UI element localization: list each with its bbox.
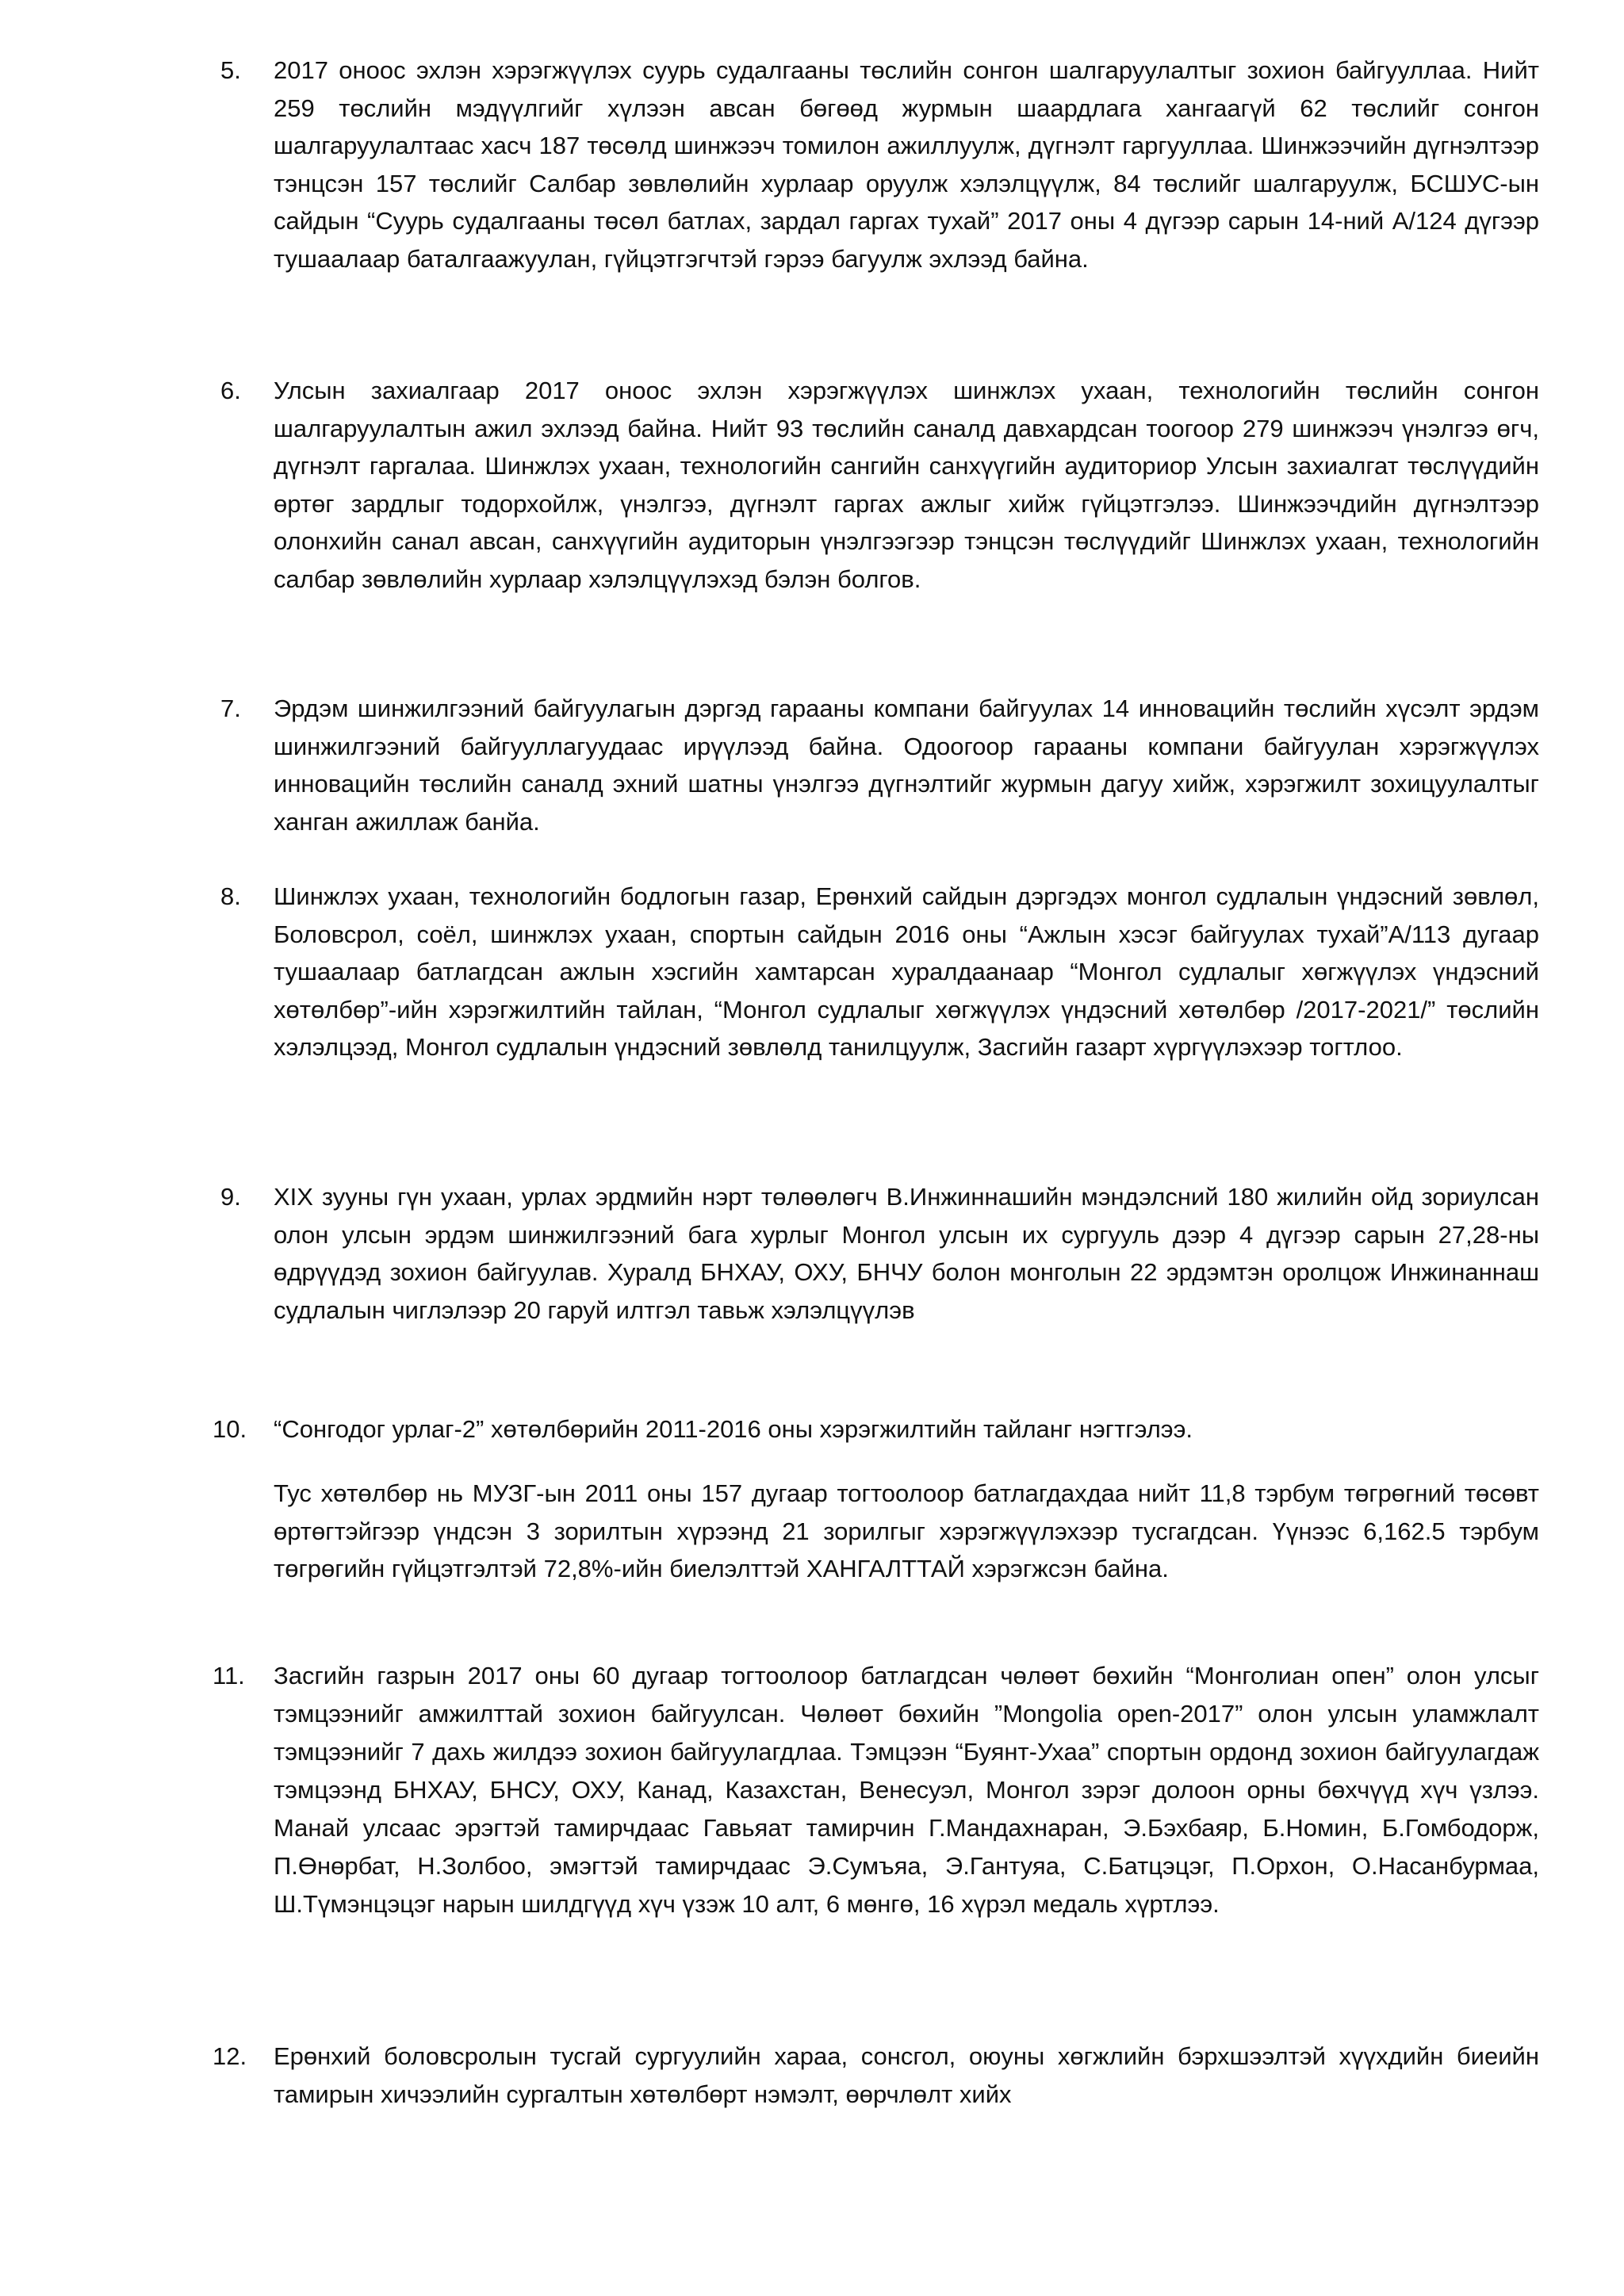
list-item-text: XIX зууны гүн ухаан, урлах эрдмийн нэрт төлөөлөгч В.Инжиннашийн мэндэлсний 180 жилийн ойд зориулсан олон улсын эрдэм шинжилгээний бага хурлыг Монгол улсын их сургууль дээр 4 дүгээр сарын 27,28-ны өдрүүдэд зохион байгуулав. Хуралд БНХАУ, ОХУ, БНЧУ болон монголын 22 эрдэмтэн оролцож Инжинаннаш судлалын чиглэлээр 20 гаруй илтгэл тавьж хэлэлцүүлэв [274, 1183, 1539, 1324]
list-item-text: Эрдэм шинжилгээний байгуулагын дэргэд гарааны компани байгуулах 14 инновацийн төслийн хүсэлт эрдэм шинжилгээний байгууллагуудаас ирүүлээд байна. Одоогоор гарааны компани байгуулан хэрэгжүүлэх инновацийн төслийн саналд эхний шатны үнэлгээ дүгнэлтийг журмын дагуу хийж, хэрэгжилт зохицуулалтыг ханган ажиллаж банйа. [274, 695, 1539, 836]
list-number: 12. [213, 2042, 247, 2070]
list-number: 5. [220, 56, 241, 84]
list-item-text: Засгийн газрын 2017 оны 60 дугаар тогтоолоор батлагдсан чөлөөт бөхийн “Монголиан опен” олон улсыг тэмцээнийг амжилттай зохион байгуулсан. Чөлөөт бөхийн ”Mongolia open-2017” олон улсын уламжлалт тэмцээнийг 7 дахь жилдээ зохион байгуулагдлаа. Тэмцээн “Буянт-Ухаа” спортын ордонд зохион байгуулагдаж тэмцээнд БНХАУ, БНСУ, ОХУ, Канад, Казахстан, Венесуэл, Монгол зэрэг долоон орны бөхчүүд хүч үзлээ. Манай улсаас эрэгтэй тамирчдаас Гавьяат тамирчин Г.Мандахнаран, Э.Бэхбаяр, Б.Номин, Б.Гомбодорж, П.Өнөрбат, Н.Золбоо, эмэгтэй тамирчдаас Э.Сумъяа, Э.Гантуяа, С.Батцэцэг, П.Орхон, О.Насанбурмаа, Ш.Түмэнцэцэг нарын шилдгүүд хүч үзэж 10 алт, 6 мөнгө, 16 хүрэл медаль хүртлээ. [274, 1662, 1539, 1918]
list-item-text: 2017 оноос эхлэн хэрэгжүүлэх суурь судалгааны төслийн сонгон шалгаруулалтыг зохион байгууллаа. Нийт 259 төслийн мэдүүлгийг хүлээн авсан бөгөөд журмын шаардлага хангаагүй 62 төслийг сонгон шалгаруулалтаас хасч 187 төсөлд шинжээч томилон ажиллуулж, дүгнэлт гаргууллаа. Шинжээчийн дүгнэлтээр тэнцсэн 157 төслийг Салбар зөвлөлийн хурлаар оруулж хэлэлцүүлж, 84 төслийг шалгаруулж, БСШУС-ын сайдын “Суурь судалгааны төсөл батлах, зардал гаргах тухай” 2017 оны 4 дүгээр сарын 14-ний А/124 дүгээр тушаалаар баталгаажуулан, гүйцэтгэгчтэй гэрээ багуулж эхлээд байна. [274, 56, 1539, 273]
list-item-text: Ерөнхий боловсролын тусгай сургуулийн хараа, сонсгол, оюуны хөгжлийн бэрхшээлтэй хүүхдийн биеийн тамирын хичээлийн сургалтын хөтөлбөрт нэмэлт, өөрчлөлт хийх [274, 2042, 1539, 2108]
list-number: 11. [213, 1662, 245, 1689]
list-number: 10. [213, 1415, 247, 1443]
list-number: 6. [220, 377, 241, 404]
list-number: 8. [220, 882, 241, 910]
list-number: 7. [220, 695, 241, 722]
list-item-paragraph: Тус хөтөлбөр нь МУЗГ-ын 2011 оны 157 дугаар тогтоолоор батлагдахдаа нийт 11,8 тэрбум төгрөгний төсөвт өртөгтэйгээр үндсэн 3 зорилтын хүрээнд 21 зорилгыг хэрэгжүүлэхээр тусгагдсан. Үүнээс 6,162.5 тэрбум төгрөгийн гүйцэтгэлтэй 72,8%-ийн биелэлттэй ХАНГАЛТТАЙ хэрэгжсэн байна. [274, 1479, 1539, 1582]
list-item-text: “Сонгодог урлаг-2” хөтөлбөрийн 2011-2016 оны хэрэгжилтийн тайланг нэгтгэлээ. [274, 1415, 1193, 1443]
list-item-text: Улсын захиалгаар 2017 оноос эхлэн хэрэгжүүлэх шинжлэх ухаан, технологийн төслийн сонгон шалгаруулалтын ажил эхлээд байна. Нийт 93 төслийн саналд давхардсан тоогоор 279 шинжээч үнэлгээ өгч, дүгнэлт гаргалаа. Шинжлэх ухаан, технологийн сангийн санхүүгийн аудиториор Улсын захиалгат төслүүдийн өртөг зардлыг тодорхойлж, үнэлгээ, дүгнэлт гаргах ажлыг хийж гүйцэтгэлээ. Шинжээчдийн дүгнэлтээр олонхийн санал авсан, санхүүгийн аудиторын үнэлгээгээр тэнцсэн төслүүдийг Шинжлэх ухаан, технологийн салбар зөвлөлийн хурлаар хэлэлцүүлэхэд бэлэн болгов. [274, 377, 1539, 593]
list-number: 9. [220, 1183, 241, 1211]
list-item-text: Шинжлэх ухаан, технологийн бодлогын газар, Ерөнхий сайдын дэргэдэх монгол судлалын үндэсний зөвлөл, Боловсрол, соёл, шинжлэх ухаан, спортын сайдын 2016 оны “Ажлын хэсэг байгуулах тухай”А/113 дугаар тушаалаар батлагдсан ажлын хэсгийн хамтарсан хуралдаанаар “Монгол судлалыг хөгжүүлэх үндэсний хөтөлбөр”-ийн хэрэгжилтийн тайлан, “Монгол судлалыг хөгжүүлэх үндэсний хөтөлбөр /2017-2021/” төслийн хэлэлцээд, Монгол судлалын үндэсний зөвлөлд танилцуулж, Засгийн газарт хүргүүлэхээр тогтлоо. [274, 882, 1539, 1061]
